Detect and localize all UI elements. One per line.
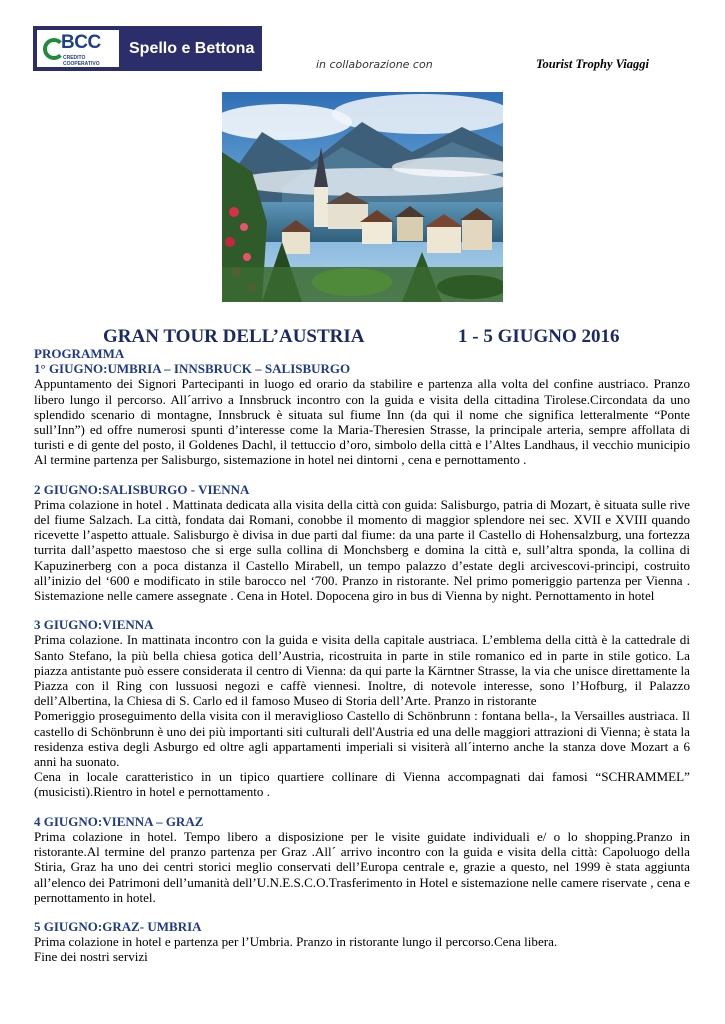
day-4-text: Prima colazione in hotel. Tempo libero a disposizione per le visite guidate individuali e/ o lo shopping.Pranzo in ristorante.Al termine del pranzo partenza per Graz .All´ arrivo incontro con la guida e visita della città: Capoluogo della Stiria, Graz ha uno dei centri storici meglio conservati dell’Europa centrale e, grazie a questo, nel 1999 è stata aggiunta all’elenco dei Patrimoni dell’umanità dell’U.N.E.S.C.O.Trasferimento in Hotel e sistemazione nelle camere riservate , cena e pernottamento in hotel. [34,828,690,905]
tour-dates: 1 - 5 GIUGNO 2016 [458,326,620,347]
day-2-text: Prima colazione in hotel . Mattinata dedicata alla visita della città con guida: Salisburgo, patria di Mozart, è situata sulle rive del fiume Salzach. La città, fondata dai Romani, conobbe il momento di maggior splendore nei sec. XVII e XVIII quando ricevette l’aspetto attuale. Salisburgo è divisa in due parti dal fiume: da una parte il Castello di Hohensalzburg, una fortezza turrita dall’aspetto maestoso che si erge sulla collina di Monchsberg e domina la città e, sull’altra sponda, la collina di Kapuzinerberg con a poca distanza il Castello Mirabell, un tempo palazzo d’estate degli arcivescovi-principi, costruito all’inizio del ‘600 e modificato in stile barocco nel ‘700. Pranzo in ristorante. Nel primo pomeriggio partenza per Vienna . Sistemazione nelle camere assegnate . Cena in Hotel. Dopocena giro in bus di Vienna by night. Pernottamento in hotel [34,496,690,604]
austria-village-photo [222,92,503,302]
itinerary [34,346,690,965]
bcc-logo-mark [37,30,119,67]
day-1-text: Appuntamento dei Signori Partecipanti in luogo ed orario da stabilire e partenza alla volta del confine austriaco. Pranzo libero lungo il percorso. All´arrivo a Innsbruck incontro con la guida e visita della cittadina Tirolese.Circondata da uno splendido scenario di montagne, Innsbruck è situata sul fiume Inn (da qui il nome che significa letteralmente “Ponte sull’Inn”) ed offre numerosi spunti d’interesse come la Maria-Theresien Strasse, la principale arteria, sempre affollata di turisti e di gente del posto, il Goldenes Dachl, il tettuccio d’oro, simbolo della città e l’Altes Landhaus, il vecchio municipio Al termine partenza per Salisburgo, sistemazione in hotel nei dintorni , cena e pernottamento . [34,376,690,468]
programma-label: PROGRAMMA [34,346,125,361]
logo-sub: CREDITO COOPERATIVO [63,55,100,67]
logo-name: Spello e Bettona [129,39,255,57]
day-1-heading: 1° GIUGNO:UMBRIA – INNSBRUCK – SALISBURGO [34,361,351,377]
day-5-text-1: Prima colazione in hotel e partenza per l’Umbria. Pranzo in ristorante lungo il percorso.Cena libera. [34,934,558,950]
day-3-text-1: Prima colazione. In mattinata incontro con la guida e visita della capitale austriaca. L’emblema della città è la cattedrale di Santo Stefano, la più bella chiesa gotica dell’Austria, ricostruita in parte in stile romanico ed in parte in stile gotico. La piazza antistante può essere considerata il centro di Vienna: da qui parte la Kärntner Strasse, la via che unisce direttamente la Piazza con il Ring con lussuosi negozi e caffè viennesi. Inoltre, di notevole interesse, sono l’Hofburg, il Palazzo dell’Albertina, la Chiesa di S. Carlo ed il famoso Museo di Storia dell’Arte. Pranzo in ristorante [34,632,690,709]
tour-title: GRAN TOUR DELL’AUSTRIA [103,326,365,347]
logo-brand: BCC [61,32,101,53]
day-3-text-3: Cena in locale caratteristico in un tipico quartiere collinare di Vienna accompagnati dai famosi “SCHRAMMEL” (musicisti).Rientro in hotel e pernottamento . [34,769,690,800]
day-2-heading: 2 GIUGNO:SALISBURGO - VIENNA [34,481,250,497]
day-4-heading: 4 GIUGNO:VIENNA – GRAZ [34,813,204,829]
day-5-text-2: Fine dei nostri servizi [34,949,148,965]
day-3-heading: 3 GIUGNO:VIENNA [34,617,154,633]
village-photo-image [222,92,503,302]
day-3-text-2: Pomeriggio proseguimento della visita con il meraviglioso Castello di Schönbrunn : fontana bella-, la Versailles austriaca. Il castello di Schönbrunn è uno dei più importanti siti culturali dell'Austria ed una delle maggiori attrazioni di Vienna; è stata la residenza estiva degli Asburgo ed oltre agli appartamenti imperiali si visiterà all´interno anche la stanza dove Mozart a 6 anni ha suonato. [34,708,690,770]
bcc-logo [33,26,262,71]
agency-name: Tourist Trophy Viaggi [536,57,649,71]
collaboration-text: in collaborazione con [316,58,433,71]
day-5-heading: 5 GIUGNO:GRAZ- UMBRIA [34,918,202,934]
